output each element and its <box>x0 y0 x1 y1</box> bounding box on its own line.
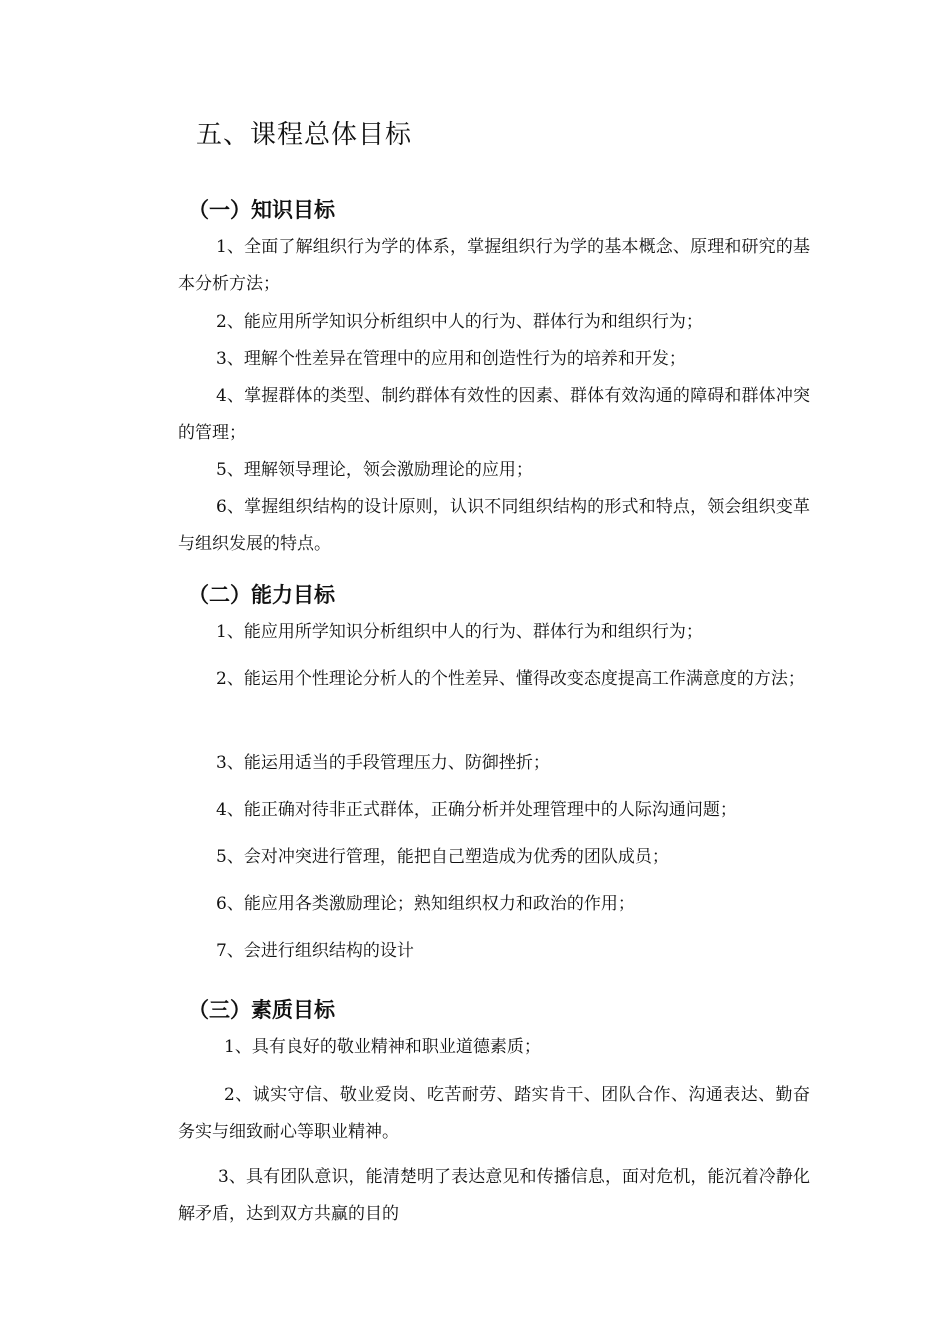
section-heading-quality: （三）素质目标 <box>188 998 335 1022</box>
ability-item-3: 3、能运用适当的手段管理压力、防御挫折； <box>216 753 550 773</box>
quality-item-2: 2、诚实守信、敬业爱岗、吃苦耐劳、踏实肯干、团队合作、沟通表达、勤奋务实与细致耐心等职业精神。 <box>178 1085 810 1142</box>
section-heading-ability: （二）能力目标 <box>188 583 335 607</box>
ability-item-5: 5、会对冲突进行管理，能把自己塑造成为优秀的团队成员； <box>216 847 669 867</box>
knowledge-item-4: 4、掌握群体的类型、制约群体有效性的因素、群体有效沟通的障碍和群体冲突的管理； <box>178 386 810 443</box>
page-title: 五、课程总体目标 <box>196 120 413 150</box>
ability-item-2: 2、能运用个性理论分析人的个性差异、懂得改变态度提高工作满意度的方法； <box>216 669 805 689</box>
section-heading-knowledge: （一）知识目标 <box>188 198 335 222</box>
knowledge-item-5: 5、理解领导理论，领会激励理论的应用； <box>216 460 533 480</box>
ability-item-7: 7、会进行组织结构的设计 <box>216 941 414 961</box>
knowledge-item-2: 2、能应用所学知识分析组织中人的行为、群体行为和组织行为； <box>216 312 703 332</box>
ability-item-4: 4、能正确对待非正式群体，正确分析并处理管理中的人际沟通问题； <box>216 800 737 820</box>
quality-item-3: 3、具有团队意识，能清楚明了表达意见和传播信息，面对危机，能沉着冷静化解矛盾，达到双方共赢的目的 <box>178 1167 810 1224</box>
ability-item-1: 1、能应用所学知识分析组织中人的行为、群体行为和组织行为； <box>216 622 703 642</box>
quality-item-1: 1、具有良好的敬业精神和职业道德素质； <box>224 1037 541 1057</box>
ability-item-6: 6、能应用各类激励理论；熟知组织权力和政治的作用； <box>216 894 635 914</box>
knowledge-item-6: 6、掌握组织结构的设计原则，认识不同组织结构的形式和特点，领会组织变革与组织发展的特点。 <box>178 497 810 554</box>
knowledge-item-3: 3、理解个性差异在管理中的应用和创造性行为的培养和开发； <box>216 349 686 369</box>
knowledge-item-1: 1、全面了解组织行为学的体系，掌握组织行为学的基本概念、原理和研究的基本分析方法； <box>178 237 810 294</box>
